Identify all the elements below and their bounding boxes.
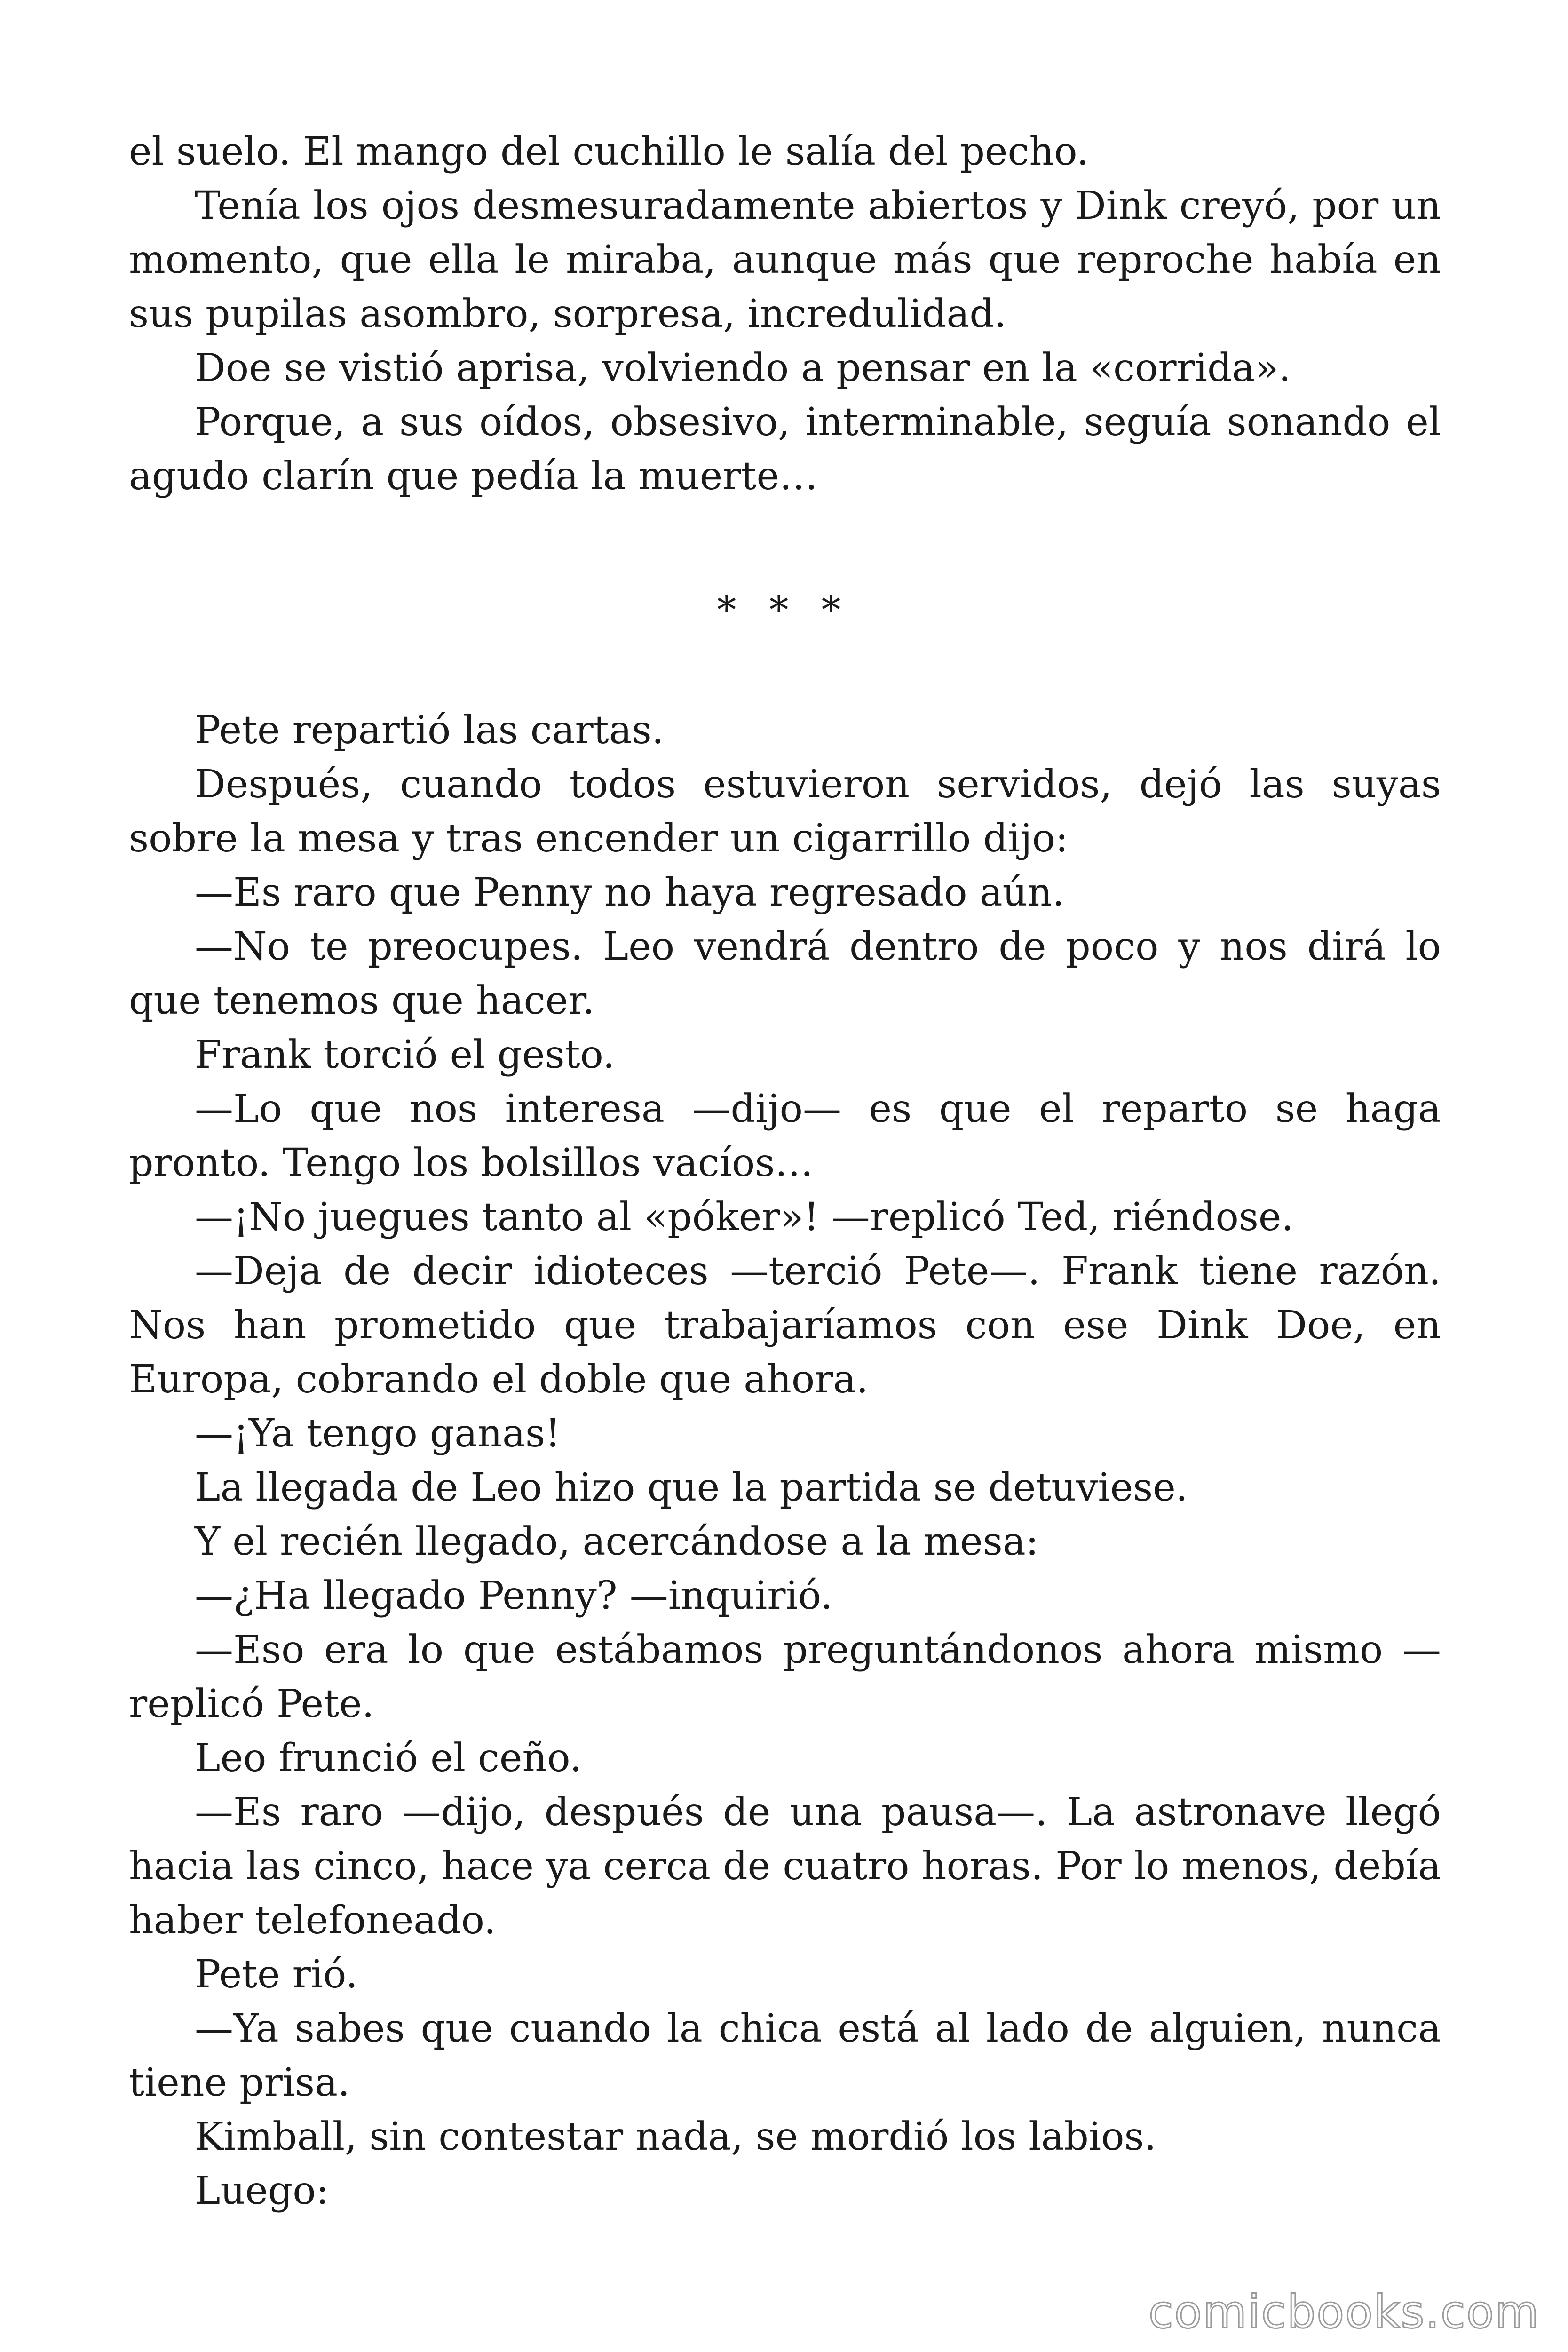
paragraph: Kimball, sin contestar nada, se mordió los labios. <box>195 2114 1156 2159</box>
dialogue-line: —¡Ya tengo ganas! <box>195 1411 561 1456</box>
dialogue-line: —Es raro —dijo, después de una pausa—. La astronave llegó hacia las cinco, hace ya cerca de cuatro horas. Por lo menos, debía haber telefoneado. <box>129 1790 1441 1943</box>
paragraph: Pete repartió las cartas. <box>195 708 664 753</box>
paragraph: Luego: <box>195 2169 329 2213</box>
paragraph: Doe se vistió aprisa, volviendo a pensar en la «corrida». <box>195 346 1291 390</box>
dialogue-line: —Deja de decir idioteces —terció Pete—. Frank tiene razón. Nos han prometido que trabajaríamos con ese Dink Doe, en Europa, cobrando el doble que ahora. <box>129 1249 1441 1402</box>
dialogue-line: —Es raro que Penny no haya regresado aún. <box>195 870 1065 915</box>
paragraph: Frank torció el gesto. <box>195 1033 615 1077</box>
watermark-logo: comicbooks.com <box>1148 2286 1540 2338</box>
bottom-text-block <box>129 703 1441 2218</box>
paragraph: Leo frunció el ceño. <box>195 1736 582 1780</box>
paragraph: Y el recién llegado, acercándose a la mesa: <box>195 1519 1039 1564</box>
paragraph: el suelo. El mango del cuchillo le salía del pecho. <box>129 129 1089 174</box>
dialogue-line: —Lo que nos interesa —dijo— es que el reparto se haga pronto. Tengo los bolsillos vacíos… <box>129 1087 1441 1185</box>
dialogue-line: —¿Ha llegado Penny? —inquirió. <box>195 1573 833 1618</box>
section-separator: * * * <box>717 588 851 633</box>
top-text-block <box>129 125 1441 503</box>
paragraph: Porque, a sus oídos, obsesivo, interminable, seguía sonando el agudo clarín que pedía la muerte… <box>129 400 1441 499</box>
paragraph: Pete rió. <box>195 1952 358 1997</box>
dialogue-line: —¡No juegues tanto al «póker»! —replicó Ted, riéndose. <box>195 1195 1294 1240</box>
paragraph: La llegada de Leo hizo que la partida se detuviese. <box>195 1465 1188 1510</box>
paragraph: Tenía los ojos desmesuradamente abiertos y Dink creyó, por un momento, que ella le miraba, aunque más que reproche había en sus pupilas asombro, sorpresa, incredulidad. <box>129 183 1441 336</box>
dialogue-line: —Eso era lo que estábamos preguntándonos ahora mismo —replicó Pete. <box>129 1628 1441 1726</box>
dialogue-line: —Ya sabes que cuando la chica está al lado de alguien, nunca tiene prisa. <box>129 2006 1441 2105</box>
dialogue-line: —No te preocupes. Leo vendrá dentro de poco y nos dirá lo que tenemos que hacer. <box>129 924 1441 1023</box>
paragraph: Después, cuando todos estuvieron servidos, dejó las suyas sobre la mesa y tras encender un cigarrillo dijo: <box>129 762 1441 861</box>
